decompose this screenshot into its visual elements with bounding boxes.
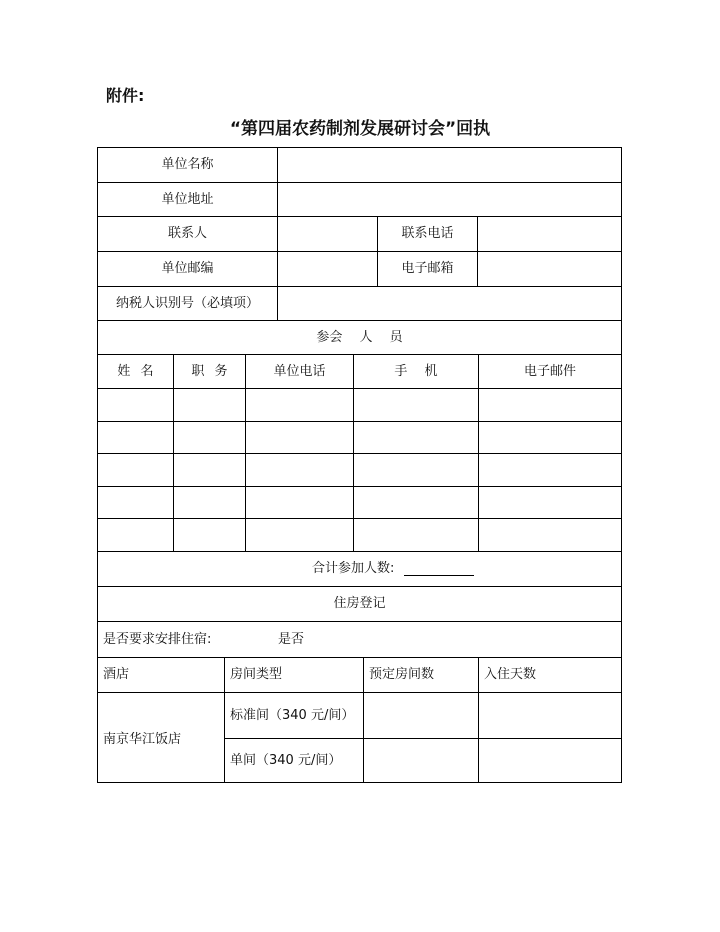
attendees-section-row [98, 320, 621, 354]
attendee-email-cell [478, 389, 621, 421]
attendee-unit-phone-cell [245, 389, 353, 421]
reply-form-table [97, 147, 622, 783]
room-types-stack [224, 693, 621, 782]
taxpayer-id-label: 纳税人识别号（必填项） [115, 295, 259, 311]
col-stay-days-header: 入住天数 [478, 658, 621, 692]
attendee-mobile-cell [353, 389, 478, 421]
room-count-standard-cell [363, 693, 478, 738]
attendee-name-cell [98, 422, 173, 453]
attendee-position-cell [173, 519, 245, 551]
lodging-section-row [98, 586, 621, 621]
unit-address-row [98, 182, 621, 216]
attendee-email-cell [478, 487, 621, 518]
attendee-row [98, 486, 621, 518]
unit-name-label: 单位名称 [161, 157, 214, 172]
attachment-label: 附件: [106, 86, 145, 105]
col-name-header: 姓 名 [117, 363, 154, 379]
room-count-single-cell [363, 739, 478, 782]
need-lodging-cell [98, 622, 621, 657]
stay-days-standard-cell [478, 693, 621, 738]
hotel-row [98, 692, 621, 782]
attendee-position-cell [173, 454, 245, 486]
col-hotel-header: 酒店 [103, 667, 130, 682]
attendee-name-cell [98, 389, 173, 421]
attendee-unit-phone-cell [245, 487, 353, 518]
attendee-row [98, 518, 621, 551]
form-title: “第四届农药制剂发展研讨会”回执 [229, 119, 491, 139]
hotel-header-row [98, 657, 621, 692]
unit-name-row [98, 148, 621, 182]
attendee-position-cell [173, 487, 245, 518]
need-lodging-label: 是否要求安排住宿: [103, 631, 212, 647]
total-attendees-row [98, 551, 621, 586]
unit-address-label: 单位地址 [161, 191, 214, 207]
attendee-row [98, 388, 621, 421]
attendee-email-cell [478, 454, 621, 486]
total-attendees-label: 合计参加人数: [312, 561, 395, 576]
attendee-mobile-cell [353, 454, 478, 486]
email-value [477, 252, 621, 286]
attendee-mobile-cell [353, 422, 478, 453]
contact-person-value [277, 217, 377, 251]
attendee-email-cell [478, 519, 621, 551]
attendee-email-cell [478, 422, 621, 453]
total-attendees-cell [98, 552, 621, 586]
email-label: 电子邮箱 [377, 252, 477, 286]
room-type-single: 单间（340 元/间） [230, 752, 342, 768]
contact-phone-label: 联系电话 [377, 217, 477, 251]
postal-code-value [277, 252, 377, 286]
lodging-section-title: 住房登记 [333, 596, 386, 611]
attendee-unit-phone-cell [245, 422, 353, 453]
postal-code-label: 单位邮编 [161, 261, 214, 276]
col-room-type-header: 房间类型 [224, 658, 363, 692]
attendees-header-row [98, 354, 621, 388]
total-attendees-blank [404, 562, 474, 576]
attendees-section-title: 参会 人 员 [316, 329, 403, 345]
col-unit-phone-header: 单位电话 [245, 355, 353, 388]
attendee-mobile-cell [353, 519, 478, 551]
attendee-position-cell [173, 422, 245, 453]
attendee-position-cell [173, 389, 245, 421]
col-position-header: 职 务 [173, 355, 245, 388]
contact-row [98, 216, 621, 251]
attendee-name-cell [98, 454, 173, 486]
attendee-mobile-cell [353, 487, 478, 518]
room-row-standard [225, 693, 621, 738]
col-email-header: 电子邮件 [478, 355, 621, 388]
col-mobile-header: 手 机 [353, 355, 478, 388]
need-lodging-row [98, 621, 621, 657]
attendee-row [98, 421, 621, 453]
hotel-name: 南京华江饭店 [103, 731, 182, 747]
attendee-row [98, 453, 621, 486]
taxpayer-id-row [98, 286, 621, 320]
unit-address-value [277, 183, 621, 216]
unit-name-value [277, 148, 621, 182]
postal-email-row [98, 251, 621, 286]
need-lodging-options: 是否 [278, 631, 305, 647]
contact-person-label: 联系人 [167, 226, 207, 241]
attendee-unit-phone-cell [245, 454, 353, 486]
room-type-standard: 标准间（340 元/间） [230, 707, 355, 723]
col-room-count-header: 预定房间数 [363, 658, 478, 692]
attendee-name-cell [98, 487, 173, 518]
stay-days-single-cell [478, 739, 621, 782]
attendee-name-cell [98, 519, 173, 551]
room-row-single [225, 738, 621, 782]
taxpayer-id-value [277, 287, 621, 320]
attendee-unit-phone-cell [245, 519, 353, 551]
contact-phone-value [477, 217, 621, 251]
